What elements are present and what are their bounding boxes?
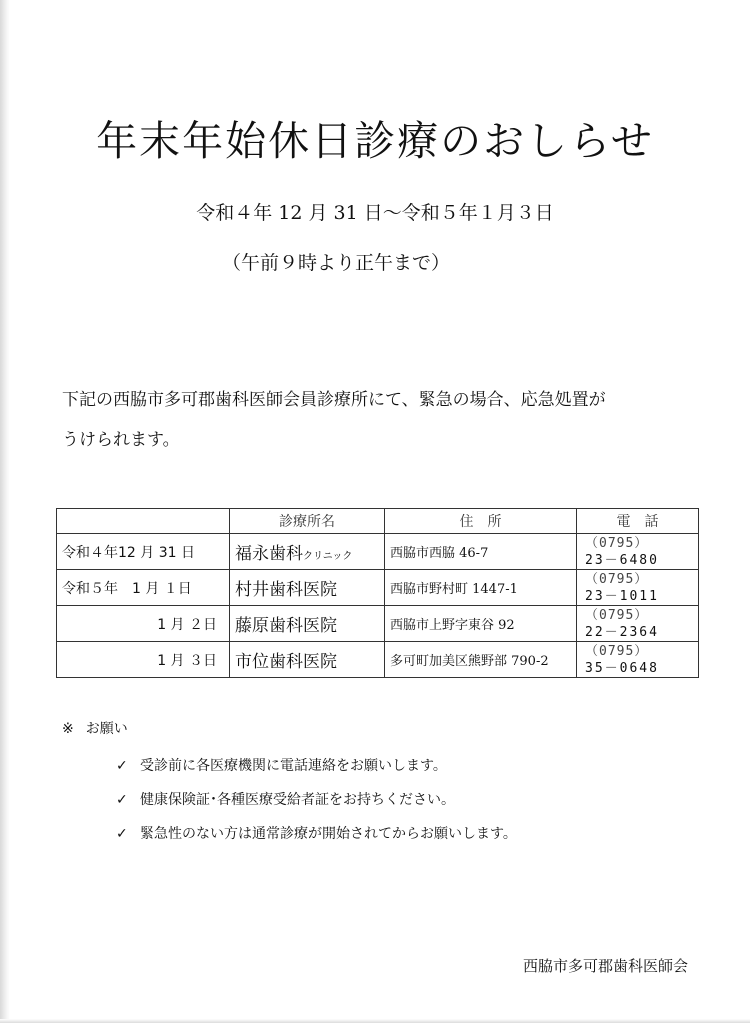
table-row [57, 642, 699, 678]
holiday-period: 令和４年 12 月 31 日～令和５年１月３日 [196, 202, 554, 224]
requests-heading [62, 718, 128, 740]
row-clinic-name [230, 534, 385, 570]
request-text: 緊急性のない方は通常診療が開始されてからお願いします。 [140, 826, 517, 842]
header-clinic-name: 診療所名 [230, 509, 385, 534]
list-item [116, 789, 517, 823]
clinic-name: 藤原歯科医院 [235, 616, 337, 636]
area-code: （0795） [585, 643, 649, 659]
intro-line: 下記の西脇市多可郡歯科医師会員診療所にて、緊急の場合、応急処置が [62, 390, 606, 410]
table-header-row [57, 509, 699, 534]
header-address: 住 所 [385, 509, 577, 534]
page-bottom-edge [0, 1019, 750, 1023]
clinic-name-suffix: クリニック [303, 551, 353, 562]
row-address: 西脇市西脇 46-7 [385, 534, 577, 570]
request-text: 受診前に各医療機関に電話連絡をお願いします。 [140, 758, 447, 774]
row-clinic-name [230, 570, 385, 606]
row-phone [577, 606, 699, 642]
notice-title: 年末年始休日診療のおしらせ [96, 117, 654, 165]
area-code: （0795） [585, 607, 649, 623]
table-row [57, 534, 699, 570]
phone-number: 23－1011 [585, 588, 659, 604]
row-date: 1 月 ２日 [57, 606, 230, 642]
area-code: （0795） [585, 535, 649, 551]
checkmark-icon: ✓ [116, 792, 128, 808]
area-code: （0795） [585, 571, 649, 587]
table-row [57, 570, 699, 606]
issuing-organization: 西脇市多可郡歯科医師会 [522, 957, 688, 975]
requests-heading-label: お願い [85, 721, 128, 737]
reference-mark-icon: ※ [62, 721, 74, 737]
consultation-hours: （午前９時より正午まで） [222, 252, 451, 274]
row-address: 西脇市野村町 1447-1 [385, 570, 577, 606]
row-phone [577, 570, 699, 606]
row-address: 多可町加美区熊野部 790-2 [385, 642, 577, 678]
row-clinic-name [230, 606, 385, 642]
row-address: 西脇市上野字東谷 92 [385, 606, 577, 642]
row-clinic-name [230, 642, 385, 678]
list-item [116, 755, 517, 789]
checkmark-icon: ✓ [116, 826, 128, 842]
checkmark-icon: ✓ [116, 758, 128, 774]
request-text: 健康保険証･各種医療受給者証をお持ちください。 [140, 792, 455, 808]
intro-paragraph [62, 380, 702, 460]
table-row [57, 606, 699, 642]
header-date [57, 509, 230, 534]
requests-list [116, 755, 517, 857]
phone-number: 35－0648 [585, 660, 659, 676]
row-phone [577, 642, 699, 678]
row-date: 令和４年12 月 31 日 [57, 534, 230, 570]
header-phone: 電 話 [577, 509, 699, 534]
row-phone [577, 534, 699, 570]
phone-number: 22－2364 [585, 624, 659, 640]
holiday-clinic-table [56, 508, 699, 678]
clinic-name: 市位歯科医院 [235, 652, 337, 672]
list-item [116, 823, 517, 857]
intro-line: うけられます。 [62, 430, 180, 450]
phone-number: 23－6480 [585, 552, 659, 568]
row-date: 令和５年 1 月 １日 [57, 570, 230, 606]
clinic-name: 村井歯科医院 [235, 580, 337, 600]
clinic-name: 福永歯科 [235, 544, 303, 564]
row-date: 1 月 ３日 [57, 642, 230, 678]
